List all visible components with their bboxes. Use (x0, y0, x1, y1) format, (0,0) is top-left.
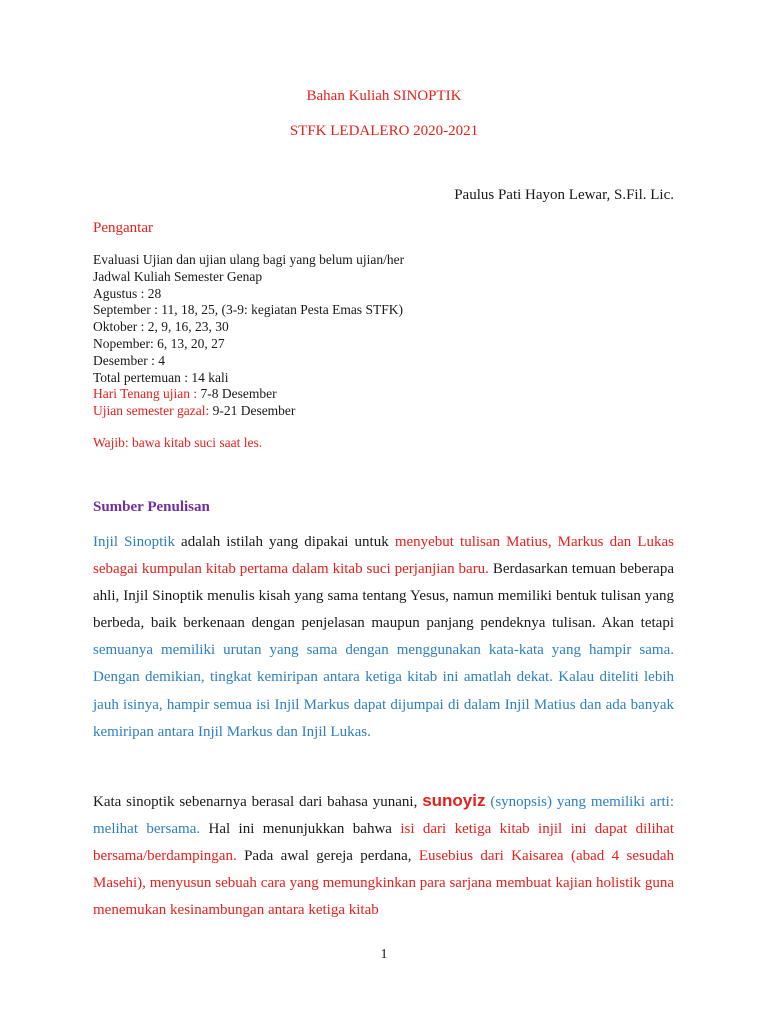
highlight-red: menyebut tulisan Matius, Markus dan Lukas sebagai kumpulan kitab pertama dalam kitab suci perjanjian baru. (93, 534, 675, 578)
wajib-note: Wajib: bawa kitab suci saat les. (93, 435, 263, 450)
greek-term: sunoyiz (422, 791, 486, 810)
ujian-semester-value: 9-21 Desember (209, 403, 296, 419)
schedule-line: Total pertemuan : 14 kali (93, 369, 229, 385)
text-span: Berdasarkan temuan beberapa ahli, Injil Sinoptik menulis kisah yang sama tentang Yesus, namun memiliki bentuk tulisan yang berbeda, baik berkenaan dengan penjelasan maupun panjang pendeknya tulisan. Akan tetapi (93, 561, 674, 632)
schedule-line: Desember : 4 (93, 352, 165, 368)
term-injil-sinoptik: Injil Sinoptik (93, 534, 175, 550)
hari-tenang-value: 7-8 Desember (197, 386, 277, 402)
highlight-blue: semuanya memiliki urutan yang sama dengan menggunakan kata-kata yang hampir sama. Dengan demikian, tingkat kemiripan antara ketiga kitab ini amatlah dekat. Kalau diteliti lebih jauh isinya, hampir semua isi Injil Markus dapat dijumpai di dalam Injil Matius dan ada banyak kemiripan antara Injil Markus dan Injil Lukas. (93, 642, 674, 740)
schedule-line: Evaluasi Ujian dan ujian ulang bagi yang belum ujian/her (93, 252, 405, 267)
schedule-line: Agustus : 28 (93, 285, 162, 301)
text-span: Kata sinoptik sebenarnya berasal dari bahasa yunani, (93, 794, 423, 810)
text-span: adalah istilah yang dipakai untuk (174, 534, 395, 550)
highlight-blue: (synopsis) yang memiliki arti: melihat bersama. (93, 794, 674, 838)
ujian-semester-label: Ujian semester gazal: (93, 403, 210, 419)
page-number: 1 (380, 947, 388, 962)
schedule-line: Jadwal Kuliah Semester Genap (93, 268, 263, 284)
pengantar-heading: Pengantar (93, 220, 153, 236)
document-title: Bahan Kuliah SINOPTIK (306, 88, 462, 104)
document-subtitle: STFK LEDALERO 2020-2021 (289, 123, 479, 139)
section-heading: Sumber Penulisan (93, 499, 210, 515)
author-name: Paulus Pati Hayon Lewar, S.Fil. Lic. (454, 187, 674, 203)
ujian-semester-line (93, 403, 404, 420)
text-span: Pada awal gereja perdana, (236, 848, 419, 865)
text-span: Hal ini menunjukkan bahwa (200, 821, 401, 838)
paragraph-kata-sinoptik (93, 787, 674, 924)
schedule-line: Oktober : 2, 9, 16, 23, 30 (93, 319, 229, 335)
schedule-line: September : 11, 18, 25, (3-9: kegiatan Pesta Emas STFK) (93, 302, 403, 318)
hari-tenang-line (93, 386, 404, 403)
hari-tenang-label: Hari Tenang ujian : (93, 386, 198, 402)
highlight-red: Eusebius dari Kaisarea (abad 4 sesudah Masehi), menyusun sebuah cara yang memungkinkan para sarjana membuat kajian holistik guna menemukan kesinambungan antara ketiga kitab (93, 848, 674, 919)
highlight-red: isi dari ketiga kitab injil ini dapat dilihat bersama/berdampingan. (93, 821, 675, 865)
paragraph-injil-sinoptik (93, 529, 674, 746)
schedule-list (93, 252, 404, 420)
schedule-line: Nopember: 6, 13, 20, 27 (93, 335, 225, 351)
